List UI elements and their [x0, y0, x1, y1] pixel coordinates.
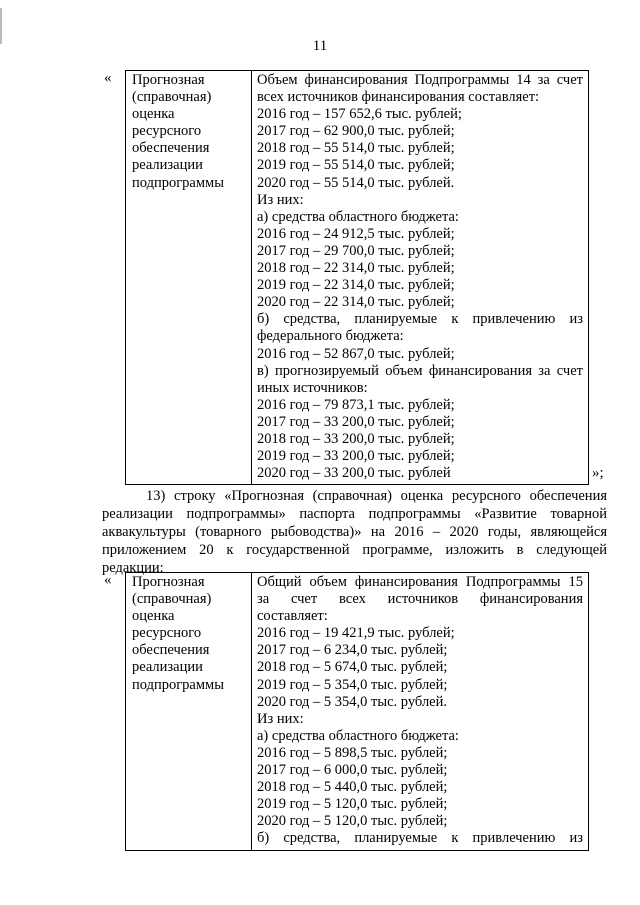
table2-label-line: ресурсного	[132, 625, 202, 642]
table1-content-line: 2017 год – 29 700,0 тыс. рублей;	[257, 242, 455, 259]
amendment-paragraph-13	[102, 487, 607, 577]
table2-label-line: Прогнозная	[132, 574, 205, 590]
table1-content-line: 2019 год – 33 200,0 тыс. рублей;	[257, 448, 455, 465]
resource-table-subprogram-15	[125, 572, 589, 851]
table2-label-line: оценка	[132, 608, 175, 625]
table1-label-line: (справочная)	[132, 89, 212, 106]
paragraph-line: аквакультуры (товарного рыбоводства)» на 2016 – 2020 годы, являющейся	[102, 524, 607, 540]
table2-content-line: 2017 год – 6 000,0 тыс. рублей;	[257, 762, 448, 779]
table1-content-line: 2019 год – 22 314,0 тыс. рублей;	[257, 277, 455, 294]
table1-content-line: всех источников финансирования составляет:	[257, 89, 540, 106]
table1-content-line: 2016 год – 52 867,0 тыс. рублей;	[257, 345, 455, 362]
paragraph-line: 13) строку «Прогнозная (справочная) оценка ресурсного обеспечения	[146, 488, 607, 504]
table1-content-line: 2017 год – 62 900,0 тыс. рублей;	[257, 123, 455, 140]
page-number: 11	[312, 38, 328, 54]
table1-content-line: б) средства, планируемые к привлечению из	[257, 311, 583, 328]
resource-table-subprogram-14	[125, 70, 589, 485]
table1-label-line: реализации	[132, 157, 203, 174]
table1-label-line: ресурсного	[132, 123, 202, 140]
table2-label-line: подпрограммы	[132, 676, 224, 693]
table2-content-line: 2018 год – 5 674,0 тыс. рублей;	[257, 659, 448, 676]
table1-content-line: 2017 год – 33 200,0 тыс. рублей;	[257, 413, 455, 430]
table2-content-line: Из них:	[257, 710, 304, 727]
opening-quote-2: «	[104, 572, 112, 588]
table1-content-line: 2018 год – 55 514,0 тыс. рублей;	[257, 140, 455, 157]
table1-content-line: Объем финансирования Подпрограммы 14 за счет	[257, 72, 583, 88]
table1-content-line: 2016 год – 79 873,1 тыс. рублей;	[257, 396, 455, 413]
table2-content-cell	[252, 573, 589, 851]
table1-content-line: 2020 год – 55 514,0 тыс. рублей.	[257, 174, 455, 191]
table2-content-line: 2020 год – 5 120,0 тыс. рублей;	[257, 813, 448, 830]
table1-content-cell	[252, 71, 589, 485]
closing-quote: »;	[592, 465, 604, 481]
table1-label-line: подпрограммы	[132, 174, 224, 191]
paragraph-line: реализации подпрограммы» паспорта подпрограммы «Развитие товарной	[102, 506, 607, 522]
table1-label-line: оценка	[132, 106, 175, 123]
table2-content-line: за счет всех источников финансирования	[257, 591, 583, 608]
table2-content-line: 2018 год – 5 440,0 тыс. рублей;	[257, 779, 448, 796]
table1-content-line: Из них:	[257, 191, 304, 208]
table2-content-line: 2019 год – 5 120,0 тыс. рублей;	[257, 796, 448, 813]
table1-content-line: а) средства областного бюджета:	[257, 208, 459, 225]
table2-content-line: составляет:	[257, 608, 328, 625]
table2-label-cell	[126, 573, 252, 851]
table1-content-line: 2016 год – 157 652,6 тыс. рублей;	[257, 106, 462, 123]
paragraph-line: приложением 20 к государственной программе, изложить в следующей	[102, 542, 607, 558]
table2-label-line: обеспечения	[132, 642, 210, 659]
table1-content-line: 2016 год – 24 912,5 тыс. рублей;	[257, 225, 455, 242]
table2-content-line: б) средства, планируемые к привлечению из	[257, 830, 583, 847]
table2-label-line: (справочная)	[132, 591, 212, 608]
table2-content-line: 2016 год – 19 421,9 тыс. рублей;	[257, 625, 455, 642]
table2-content-line: а) средства областного бюджета:	[257, 727, 459, 744]
table2-content-line: 2019 год – 5 354,0 тыс. рублей;	[257, 676, 448, 693]
table1-content-line: 2020 год – 22 314,0 тыс. рублей;	[257, 294, 455, 311]
table2-content-line: 2020 год – 5 354,0 тыс. рублей.	[257, 693, 448, 710]
opening-quote: «	[104, 70, 112, 86]
table1-content-line: иных источников:	[257, 379, 368, 396]
table1-content-line: в) прогнозируемый объем финансирования за счет	[257, 362, 583, 379]
table2-content-line: 2017 год – 6 234,0 тыс. рублей;	[257, 642, 448, 659]
table1-content-line: 2020 год – 33 200,0 тыс. рублей	[257, 465, 451, 482]
table1-content-line: 2018 год – 22 314,0 тыс. рублей;	[257, 260, 455, 277]
table1-content-line: 2019 год – 55 514,0 тыс. рублей;	[257, 157, 455, 174]
table2-content-line: Общий объем финансирования Подпрограммы 15	[257, 574, 583, 590]
paragraph-line: редакции:	[102, 560, 164, 576]
table1-content-line: федерального бюджета:	[257, 328, 404, 345]
table1-label-line: обеспечения	[132, 140, 210, 157]
table1-label-line: Прогнозная	[132, 72, 205, 88]
table1-content-line: 2018 год – 33 200,0 тыс. рублей;	[257, 430, 455, 447]
table1-label-cell	[126, 71, 252, 485]
table2-content-line: 2016 год – 5 898,5 тыс. рублей;	[257, 744, 448, 761]
table2-label-line: реализации	[132, 659, 203, 676]
